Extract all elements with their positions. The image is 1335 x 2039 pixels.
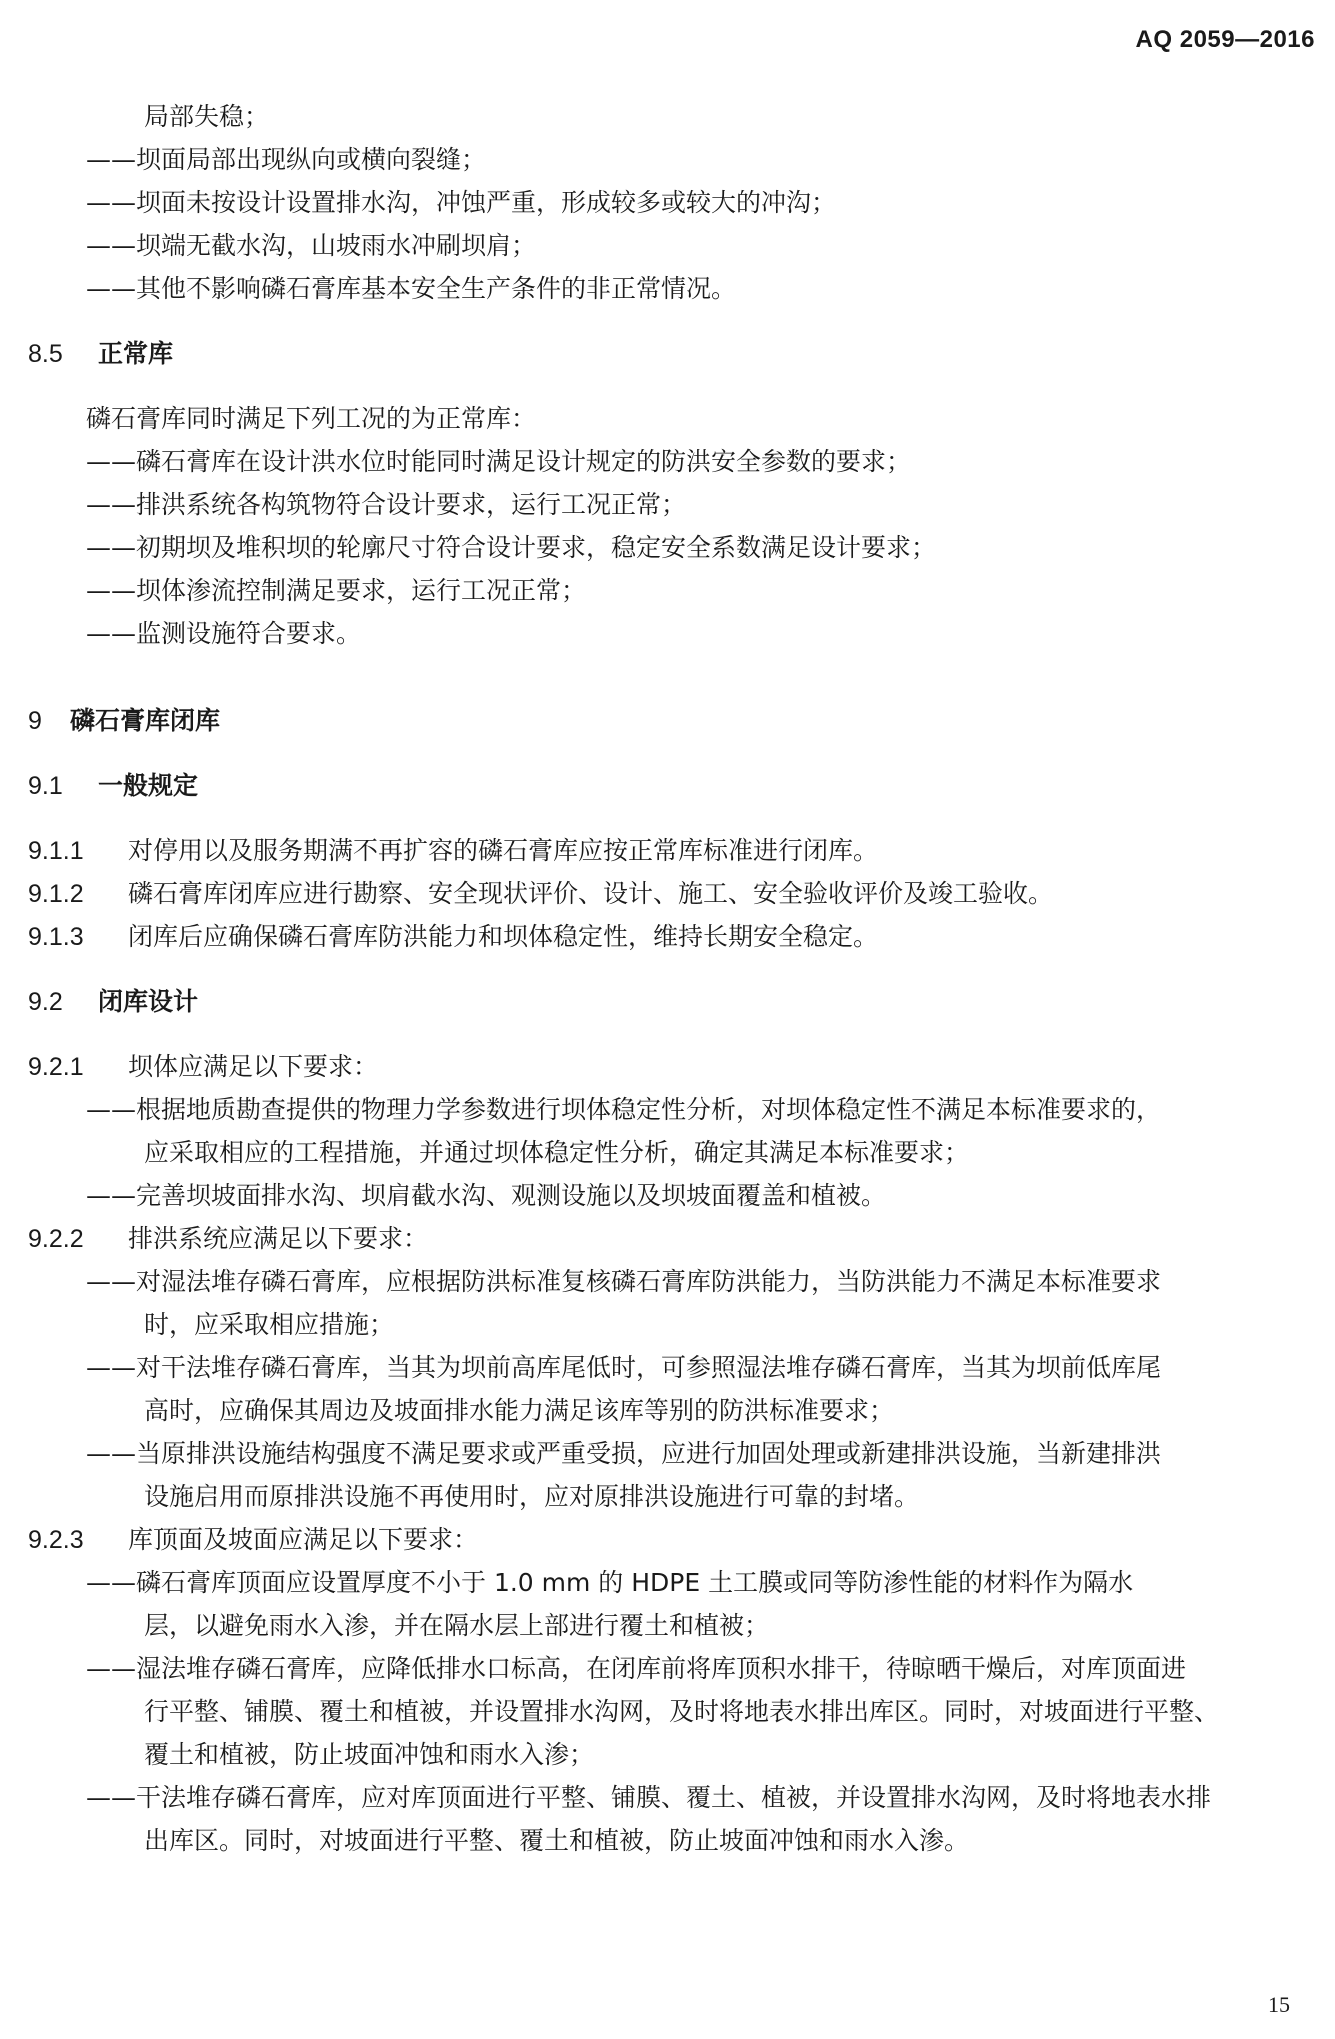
list-item: ——根据地质勘查提供的物理力学参数进行坝体稳定性分析，对坝体稳定性不满足本标准要求的，: [86, 1095, 1162, 1124]
list-item: ——对湿法堆存磷石膏库，应根据防洪标准复核磷石膏库防洪能力，当防洪能力不满足本标准要求: [86, 1267, 1162, 1296]
spacer: [28, 807, 1313, 829]
paragraph: 磷石膏库同时满足下列工况的为正常库：: [86, 404, 537, 433]
page-number: 15: [1268, 1992, 1290, 2017]
clause-number: 9.1.1: [28, 837, 84, 865]
spacer: [28, 1023, 1313, 1045]
clause: [28, 872, 1313, 915]
clause: [28, 1217, 1313, 1260]
list-item: ——排洪系统各构筑物符合设计要求，运行工况正常；: [86, 490, 687, 519]
list-item: ——监测设施符合要求。: [86, 619, 362, 648]
section-number: 8.5: [28, 340, 63, 368]
clause-text: 排洪系统应满足以下要求：: [128, 1224, 429, 1253]
section-title: 一般规定: [98, 771, 199, 800]
list-item: ——坝端无截水沟，山坡雨水冲刷坝肩；: [86, 231, 537, 260]
section-heading: [28, 980, 1313, 1023]
clause: [28, 1518, 1313, 1561]
section-title: 闭库设计: [98, 987, 199, 1016]
section-title: 磷石膏库闭库: [70, 706, 221, 735]
list-item: ——干法堆存磷石膏库，应对库顶面进行平整、铺膜、覆土、植被，并设置排水沟网，及时将地表水排: [86, 1783, 1212, 1812]
clause: [28, 1045, 1313, 1088]
list-item: ——坝体渗流控制满足要求，运行工况正常；: [86, 576, 587, 605]
clause-text: 坝体应满足以下要求：: [128, 1052, 379, 1081]
list-item-continuation: 出库区。同时，对坡面进行平整、覆土和植被，防止坡面冲蚀和雨水入渗。: [144, 1826, 970, 1855]
spacer: [28, 375, 1313, 397]
section-number: 9.1: [28, 772, 63, 800]
list-item-continuation: 覆土和植被，防止坡面冲蚀和雨水入渗；: [144, 1740, 595, 1769]
clause: [28, 915, 1313, 958]
list-item-continuation: 行平整、铺膜、覆土和植被，并设置排水沟网，及时将地表水排出库区。同时，对坡面进行平整、: [144, 1697, 1220, 1726]
standard-code: AQ 2059—2016: [1135, 26, 1315, 53]
clause-text: 对停用以及服务期满不再扩容的磷石膏库应按正常库标准进行闭库。: [128, 836, 879, 865]
list-item-continuation: 层，以避免雨水入渗，并在隔水层上部进行覆土和植被；: [144, 1611, 770, 1640]
section-heading: [28, 332, 1313, 375]
spacer: [28, 655, 1313, 677]
list-item: ——磷石膏库顶面应设置厚度不小于 1.0 mm 的 HDPE 土工膜或同等防渗性能的材料作为隔水: [86, 1568, 1134, 1597]
clause-number: 9.1.3: [28, 923, 84, 951]
spacer: [28, 742, 1313, 764]
list-item: ——其他不影响磷石膏库基本安全生产条件的非正常情况。: [86, 274, 737, 303]
section-title: 正常库: [98, 339, 174, 368]
list-item: ——坝面未按设计设置排水沟，冲蚀严重，形成较多或较大的冲沟；: [86, 188, 837, 217]
list-item-continuation: 高时，应确保其周边及坡面排水能力满足该库等别的防洪标准要求；: [144, 1396, 895, 1425]
list-item: ——对干法堆存磷石膏库，当其为坝前高库尾低时，可参照湿法堆存磷石膏库，当其为坝前低库尾: [86, 1353, 1162, 1382]
clause-number: 9.2.3: [28, 1526, 84, 1554]
clause-number: 9.2.2: [28, 1225, 84, 1253]
list-item: ——初期坝及堆积坝的轮廓尺寸符合设计要求，稳定安全系数满足设计要求；: [86, 533, 937, 562]
list-item: ——坝面局部出现纵向或横向裂缝；: [86, 145, 487, 174]
clause-number: 9.1.2: [28, 880, 84, 908]
clause-text: 闭库后应确保磷石膏库防洪能力和坝体稳定性，维持长期安全稳定。: [128, 922, 879, 951]
list-item-continuation: 设施启用而原排洪设施不再使用时，应对原排洪设施进行可靠的封堵。: [144, 1482, 920, 1511]
list-item: ——当原排洪设施结构强度不满足要求或严重受损，应进行加固处理或新建排洪设施，当新建排洪: [86, 1439, 1162, 1468]
section-number: 9: [28, 707, 42, 735]
spacer: [28, 958, 1313, 980]
clause: [28, 829, 1313, 872]
spacer: [28, 310, 1313, 332]
list-item: ——磷石膏库在设计洪水位时能同时满足设计规定的防洪安全参数的要求；: [86, 447, 912, 476]
spacer: [28, 677, 1313, 699]
list-item-continuation: 时，应采取相应措施；: [144, 1310, 395, 1339]
list-item: ——完善坝坡面排水沟、坝肩截水沟、观测设施以及坝坡面覆盖和植被。: [86, 1181, 887, 1210]
section-heading: [28, 764, 1313, 807]
list-item-continuation: 局部失稳；: [144, 102, 270, 131]
chapter-heading: [28, 699, 1313, 742]
document-body: [28, 95, 1313, 1862]
list-item-continuation: 应采取相应的工程措施，并通过坝体稳定性分析，确定其满足本标准要求；: [144, 1138, 970, 1167]
section-number: 9.2: [28, 988, 63, 1016]
list-item: ——湿法堆存磷石膏库，应降低排水口标高，在闭库前将库顶积水排干，待晾晒干燥后，对库顶面进: [86, 1654, 1187, 1683]
clause-text: 磷石膏库闭库应进行勘察、安全现状评价、设计、施工、安全验收评价及竣工验收。: [128, 879, 1054, 908]
clause-number: 9.2.1: [28, 1053, 84, 1081]
clause-text: 库顶面及坡面应满足以下要求：: [128, 1525, 479, 1554]
